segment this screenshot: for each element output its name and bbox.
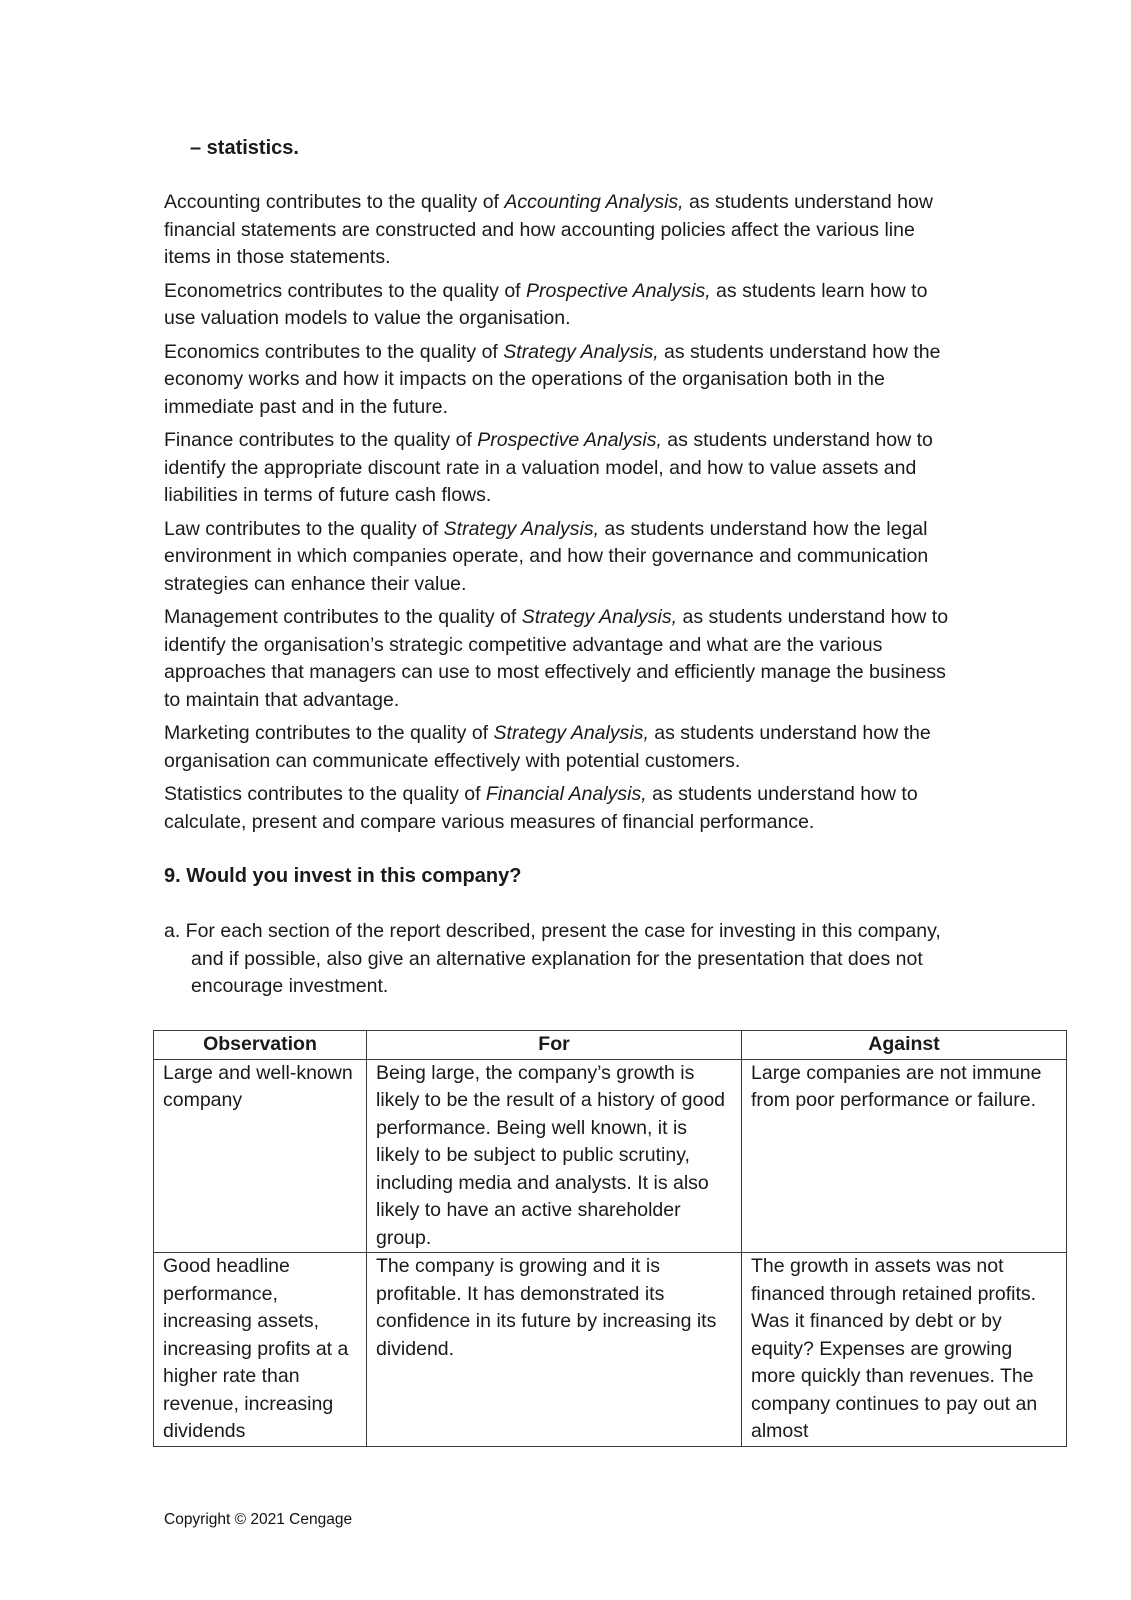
cell-observation: Large and well-known company — [154, 1059, 367, 1253]
table-row — [154, 1059, 1067, 1253]
list-item-statistics: – statistics. — [190, 137, 299, 159]
paragraph-management: Management contributes to the quality of Strategy Analysis, as students understand how to identify the organisation’s strategic competitive advantage and what are the various approaches that managers can use to most effectively and efficiently manage the business to maintain that advantage. — [164, 606, 949, 711]
column-header-against: Against — [742, 1031, 1067, 1060]
table-row — [154, 1253, 1067, 1447]
discipline-paragraphs — [164, 189, 964, 842]
cell-against: The growth in assets was not financed through retained profits. Was it financed by debt or by equity? Expenses are growing more quickly than revenues. The company continues to pay out an almost — [742, 1253, 1067, 1447]
copyright-footer: Copyright © 2021 Cengage — [164, 1511, 353, 1528]
observation-table — [153, 1030, 1067, 1447]
sub-question: a. For each section of the report described, present the case for investing in this company, and if possible, also give an alternative explanation for the presentation that does not encourage investment. — [164, 920, 941, 997]
question-heading: 9. Would you invest in this company? — [164, 865, 522, 887]
cell-observation: Good headline performance, increasing assets, increasing profits at a higher rate than revenue, increasing dividends — [154, 1253, 367, 1447]
paragraph-law: Law contributes to the quality of Strategy Analysis, as students understand how the legal environment in which companies operate, and how their governance and communication strategies can enhance their value. — [164, 517, 929, 595]
paragraph-finance: Finance contributes to the quality of Prospective Analysis, as students understand how to identify the appropriate discount rate in a valuation model, and how to value assets and liabilities in terms of future cash flows. — [164, 429, 933, 506]
paragraph-economics: Economics contributes to the quality of Strategy Analysis, as students understand how the economy works and how it impacts on the operations of the organisation both in the immediate past and in the future. — [164, 340, 941, 418]
paragraph-econometrics: Econometrics contributes to the quality of Prospective Analysis, as students learn how to use valuation models to value the organisation. — [164, 279, 928, 329]
table-header-row — [154, 1031, 1067, 1060]
paragraph-marketing: Marketing contributes to the quality of Strategy Analysis, as students understand how the organisation can communicate effectively with potential customers. — [164, 722, 931, 772]
paragraph-accounting: Accounting contributes to the quality of Accounting Analysis, as students understand how financial statements are constructed and how accounting policies affect the various line items in those statements. — [164, 191, 933, 268]
cell-against: Large companies are not immune from poor performance or failure. — [742, 1059, 1067, 1253]
column-header-for: For — [367, 1031, 742, 1060]
cell-for: The company is growing and it is profitable. It has demonstrated its confidence in its future by increasing its dividend. — [367, 1253, 742, 1447]
column-header-observation: Observation — [154, 1031, 367, 1060]
cell-for: Being large, the company’s growth is likely to be the result of a history of good performance. Being well known, it is likely to be subject to public scrutiny, including media and analysts. It is also likely to have an active shareholder group. — [367, 1059, 742, 1253]
paragraph-statistics: Statistics contributes to the quality of Financial Analysis, as students understand how to calculate, present and compare various measures of financial performance. — [164, 783, 918, 833]
